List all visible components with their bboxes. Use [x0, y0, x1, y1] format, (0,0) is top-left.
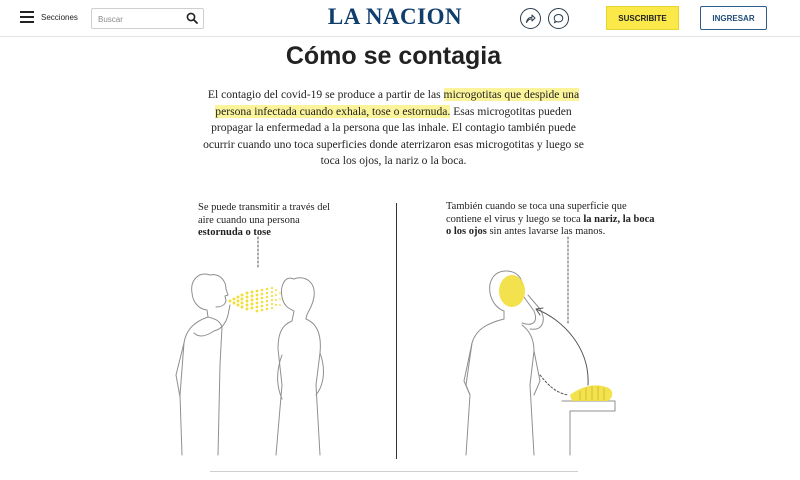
airborne-caption-bold: estornuda o tose — [198, 227, 271, 238]
search-box — [91, 8, 204, 29]
surface-caption-bold: la nariz, la boca o los ojos — [446, 213, 655, 237]
search-icon[interactable] — [186, 12, 198, 24]
airborne-caption-text: Se puede transmitir a través del aire cuando una persona — [198, 202, 331, 226]
share-button[interactable] — [520, 8, 541, 29]
login-button[interactable]: INGRESAR — [700, 6, 767, 30]
comments-button[interactable] — [548, 8, 569, 29]
comment-icon — [553, 13, 564, 24]
surface-transmission-illustration — [430, 235, 630, 460]
surface-caption — [446, 201, 656, 239]
surface-caption-text-2: sin antes lavarse las manos. — [486, 226, 606, 237]
intro-text-1: El contagio del covid-19 se produce a partir de las — [207, 88, 444, 101]
hamburger-icon — [20, 11, 34, 23]
sections-label: Secciones — [41, 12, 78, 22]
subscribe-button[interactable]: SUSCRIBITE — [606, 6, 679, 30]
column-divider — [396, 203, 397, 459]
intro-paragraph — [200, 87, 587, 170]
site-header — [0, 0, 800, 37]
airborne-transmission-illustration — [170, 235, 390, 465]
surface-caption-text-1: También cuando se toca una superficie que contiene el virus y luego se toca — [446, 201, 627, 225]
site-logo[interactable]: LA NACION — [327, 4, 463, 29]
airborne-caption — [198, 202, 338, 240]
section-bottom-rule — [210, 471, 578, 472]
intro-text-2: Esas microgotitas pueden propagar la enfermedad a la persona que las inhale. El contagio también puede ocurrir cuando uno toca superficies donde aterrizaron esas microgotitas y luego se toca los ojos, la nariz o la boca. — [203, 104, 584, 167]
intro-highlight: microgotitas que despide una persona infectada cuando exhala, tose o estornuda. — [215, 88, 580, 118]
share-icon — [525, 13, 536, 24]
article-title: Cómo se contagia — [285, 42, 502, 70]
sections-menu-button[interactable] — [20, 11, 78, 23]
search-input[interactable] — [92, 10, 182, 29]
